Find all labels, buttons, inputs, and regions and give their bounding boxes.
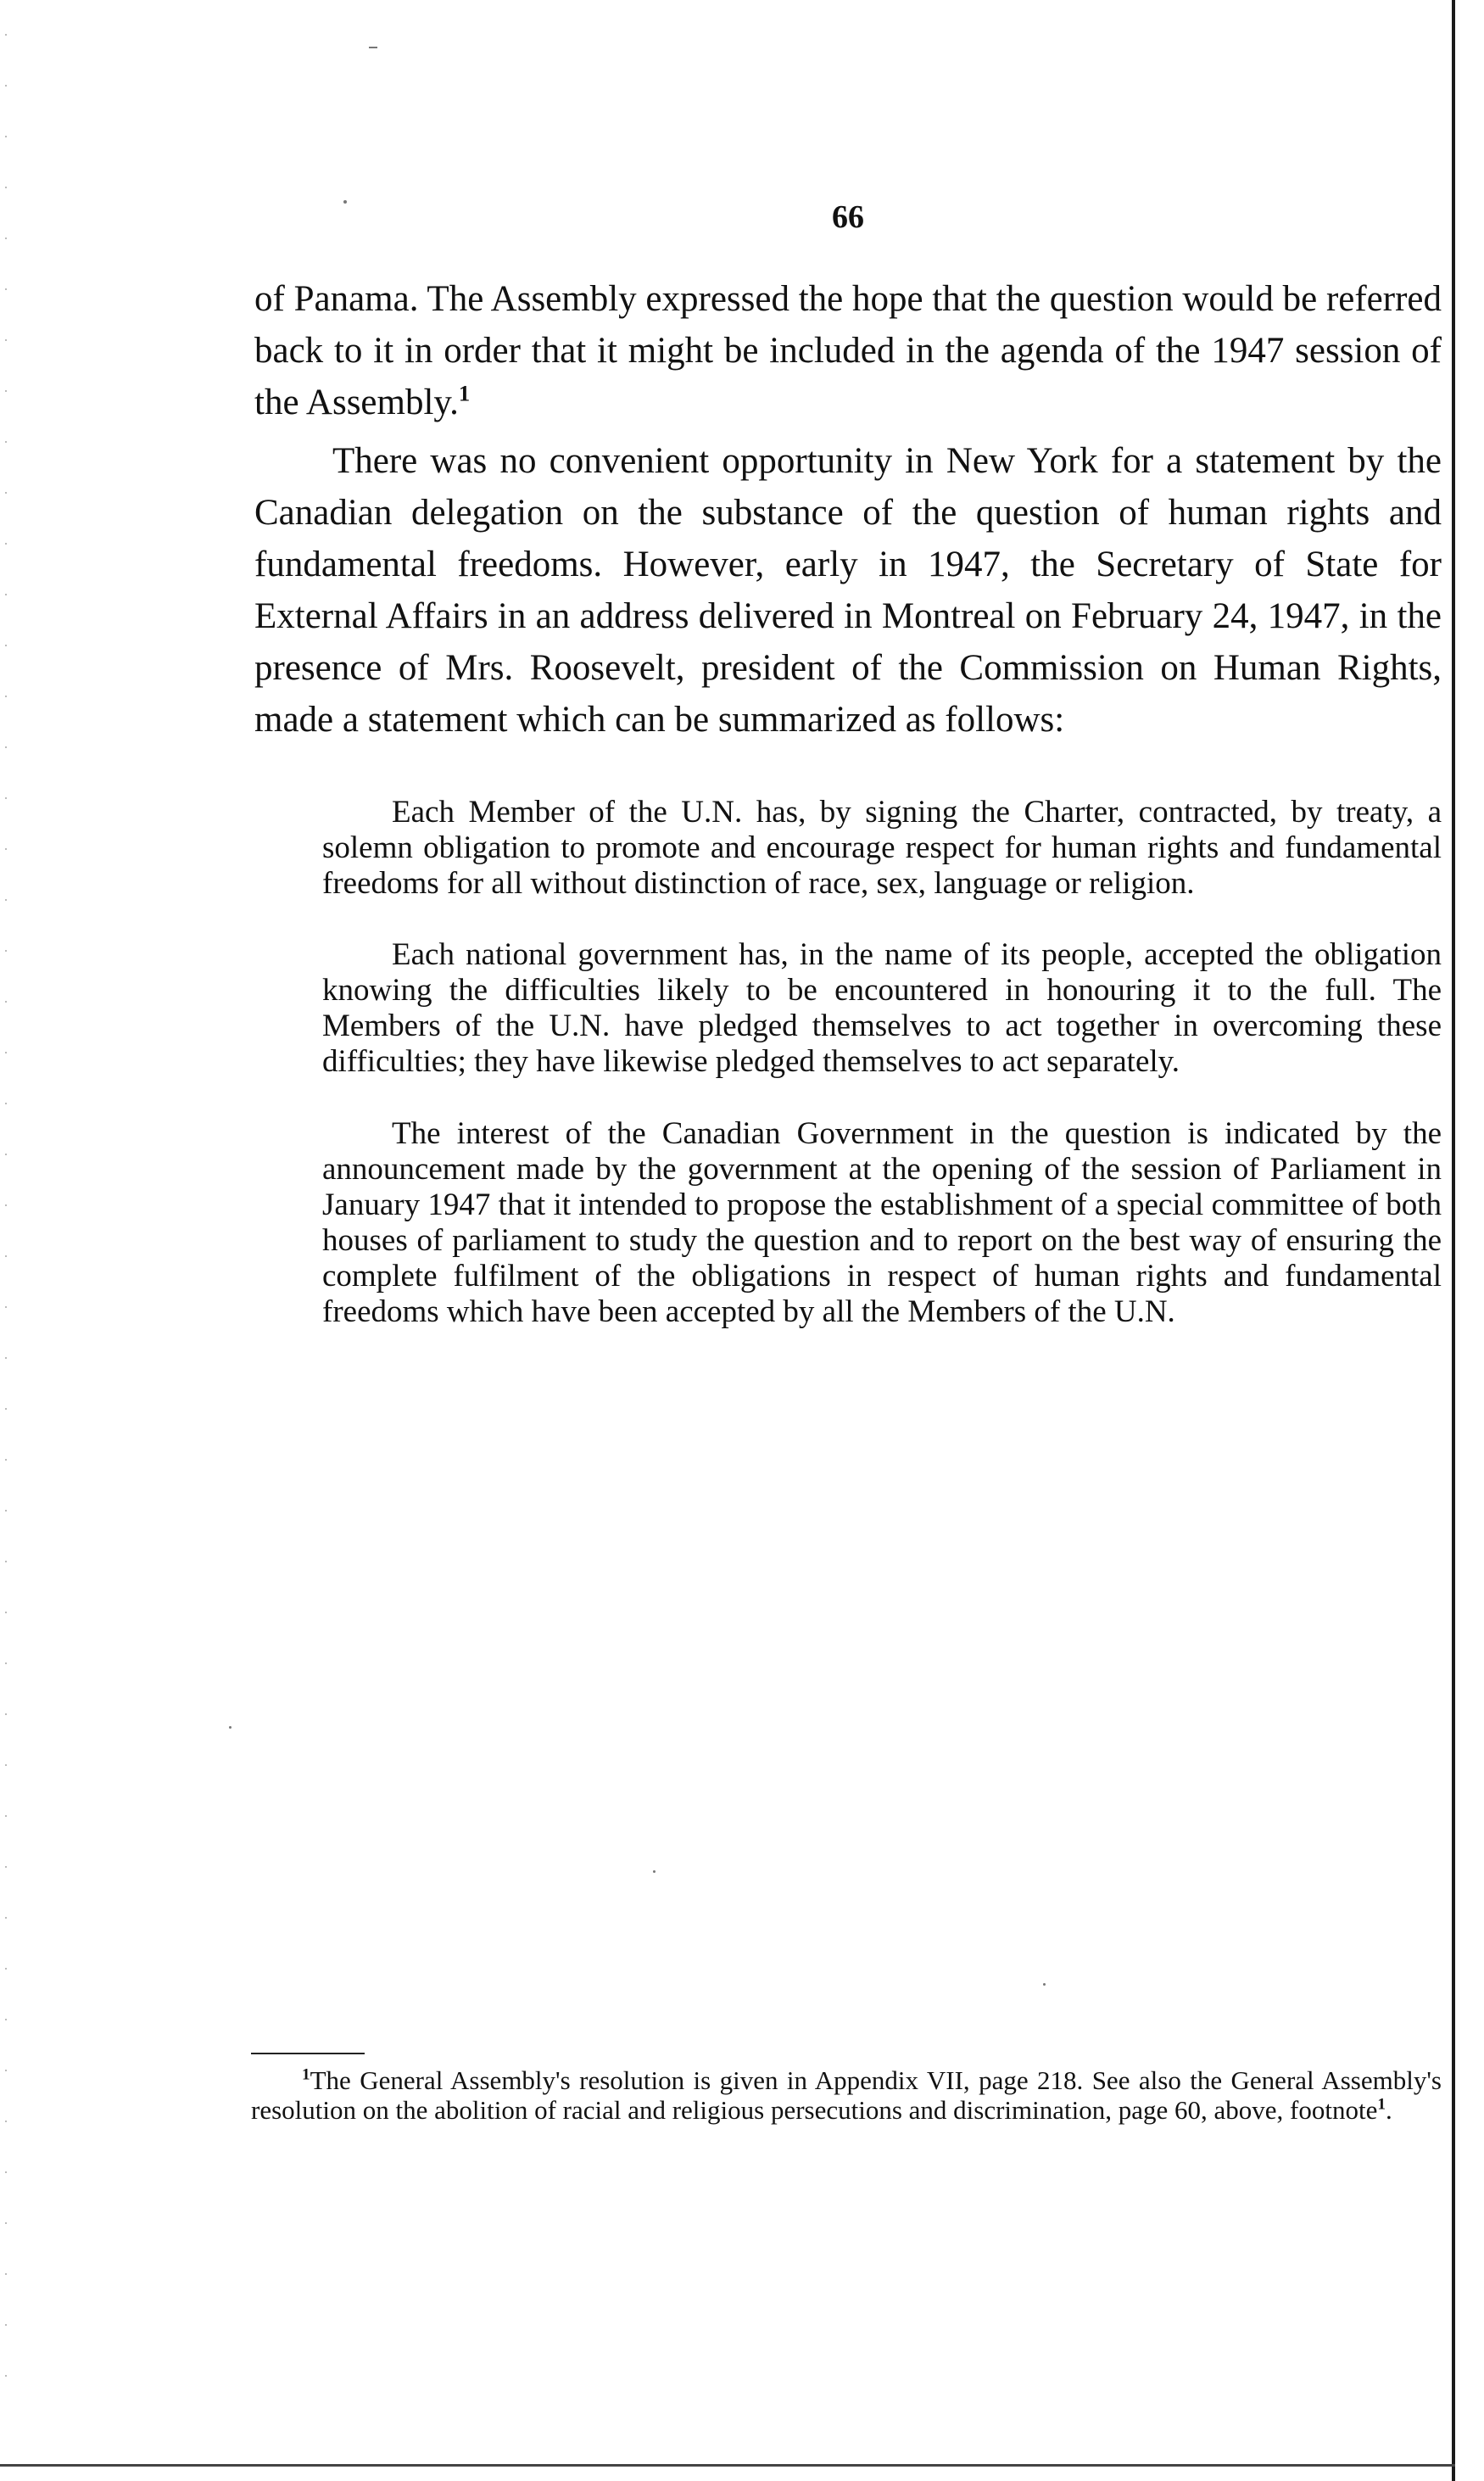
footnote-end-punctuation: . — [1385, 2095, 1392, 2125]
page-number: 66 — [832, 199, 864, 235]
scan-speck — [369, 47, 377, 48]
footnote-reference: 1 — [458, 380, 471, 406]
quoted-paragraph: The interest of the Canadian Government in the question is indicated by the announcement made by the government at the opening of the session of Parliament in January 1947 that it intended to propose the establishment of a special committee of both houses of parliament to study the question and to report on the best way of ensuring the complete fulfilment of the obligations in respect of human rights and fundamental freedoms which have been accepted by all the Members of the U.N. — [322, 1116, 1442, 1329]
footnote-text: The General Assembly's resolution is given in Appendix VII, page 218. See also the General Assembly's resolution on the abolition of racial and religious persecutions and discrimination, page 60, above, footnote — [251, 2065, 1442, 2125]
scan-edge-marks — [5, 34, 7, 2409]
footnote-end-reference: 1 — [1377, 2095, 1386, 2114]
footnote — [251, 2065, 1442, 2125]
body-paragraph — [254, 273, 1442, 428]
paragraph-text: of Panama. The Assembly expressed the hope that the question would be referred back to it in order that it might be included in the agenda of the 1947 session of the Assembly. — [254, 279, 1442, 422]
quoted-paragraph: Each national government has, in the name of its people, accepted the obligation knowing the difficulties likely to be encountered in honouring it to the full. The Members of the U.N. have pledged themselves to act together in overcoming these difficulties; they have likewise pledged themselves to act separately. — [322, 937, 1442, 1079]
quoted-paragraph: Each Member of the U.N. has, by signing the Charter, contracted, by treaty, a solemn obligation to promote and encourage respect for human rights and fundamental freedoms for all without distinction of race, sex, language or religion. — [322, 795, 1442, 901]
scan-speck — [229, 1726, 232, 1729]
body-paragraph: There was no convenient opportunity in New York for a statement by the Canadian delegation on the substance of the question of human rights and fundamental freedoms. However, early in 1947, the Secretary of State for External Affairs in an address delivered in Montreal on February 24, 1947, in the presence of Mrs. Roosevelt, president of the Commission on Human Rights, made a statement which can be summarized as follows: — [254, 441, 1442, 740]
scan-speck — [1043, 1983, 1046, 1986]
scan-speck — [653, 1870, 656, 1873]
page-bottom-border — [0, 2464, 1455, 2467]
scan-speck — [343, 200, 347, 204]
page-right-border — [1452, 0, 1455, 2481]
footnote-number: 1 — [302, 2065, 310, 2084]
footnote-divider — [251, 2053, 365, 2054]
